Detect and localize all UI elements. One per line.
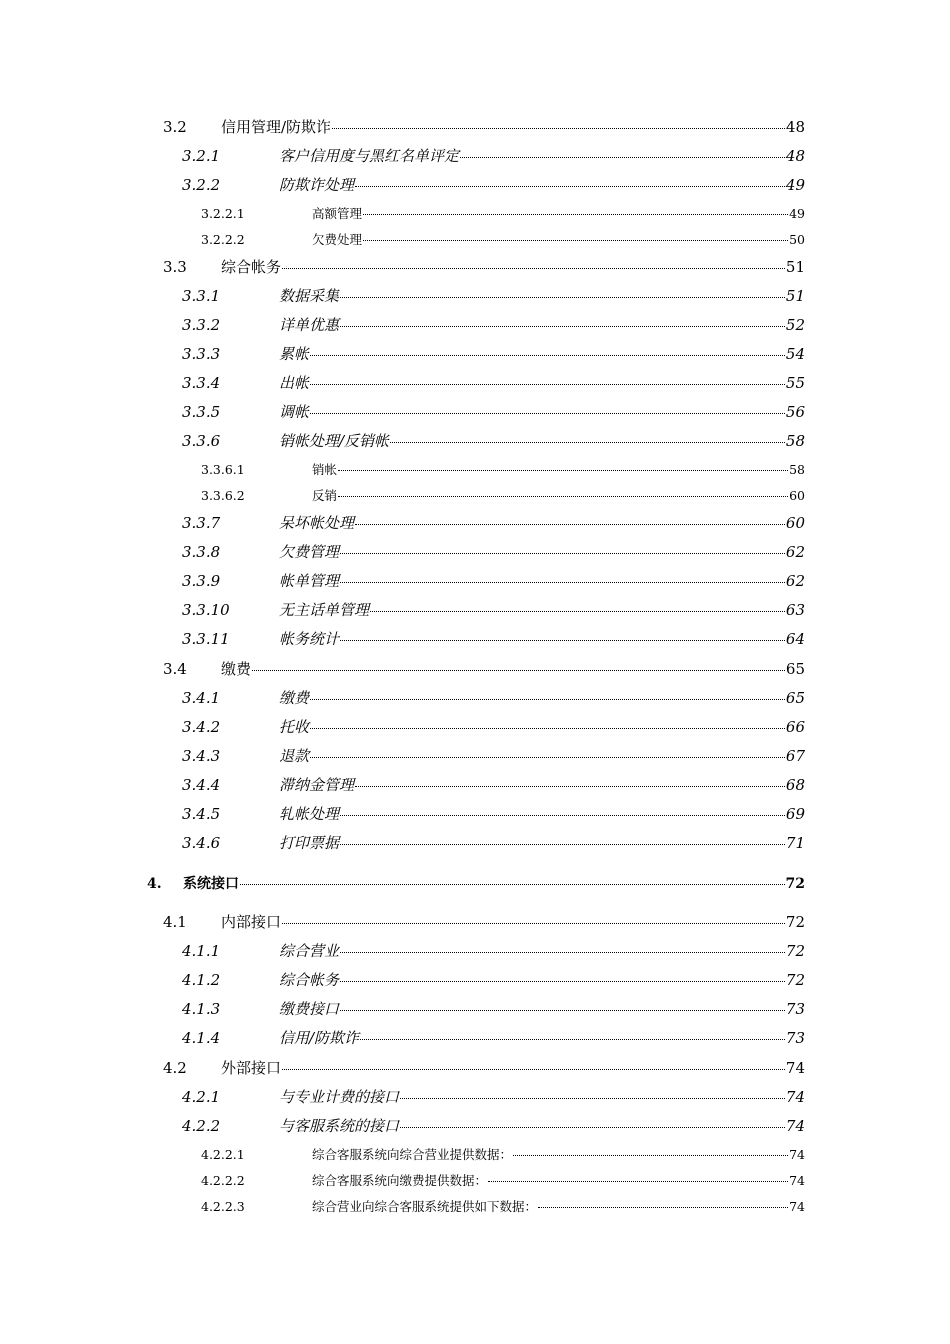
toc-leader bbox=[310, 699, 785, 700]
toc-number: 4.2 bbox=[163, 1059, 187, 1077]
toc-title: 滞纳金管理 bbox=[279, 776, 355, 794]
toc-entry[interactable] bbox=[182, 687, 805, 708]
toc-leader bbox=[355, 786, 785, 787]
toc-number: 3.3.1 bbox=[182, 287, 221, 305]
toc-page-number: 48 bbox=[785, 118, 805, 136]
toc-page-number: 71 bbox=[785, 834, 805, 852]
toc-number: 3.3.8 bbox=[182, 543, 221, 561]
toc-leader bbox=[340, 297, 785, 298]
toc-leader bbox=[340, 815, 785, 816]
toc-number: 3.2 bbox=[163, 118, 187, 136]
toc-number: 4.1.2 bbox=[182, 971, 221, 989]
toc-entry[interactable] bbox=[163, 658, 805, 679]
toc-number: 4.2.2 bbox=[182, 1117, 221, 1135]
toc-entry[interactable] bbox=[182, 774, 805, 795]
toc-title: 退款 bbox=[279, 747, 310, 765]
toc-page-number: 74 bbox=[789, 1173, 805, 1188]
toc-title: 帐务统计 bbox=[279, 630, 340, 648]
toc-number: 3.3.11 bbox=[182, 630, 230, 648]
toc-title: 信用管理/防欺诈 bbox=[221, 118, 332, 136]
toc-leader bbox=[282, 1069, 785, 1070]
toc-page-number: 51 bbox=[785, 258, 805, 276]
toc-number: 3.3 bbox=[163, 258, 187, 276]
toc-title: 系统接口 bbox=[183, 876, 239, 892]
toc-title: 防欺诈处理 bbox=[279, 176, 355, 194]
toc-leader bbox=[338, 470, 788, 471]
toc-entry[interactable] bbox=[182, 940, 805, 961]
toc-leader bbox=[363, 214, 788, 215]
toc-title: 欠费处理 bbox=[312, 232, 363, 247]
toc-leader bbox=[355, 186, 785, 187]
toc-number: 3.4 bbox=[163, 660, 187, 678]
toc-number: 3.2.2.1 bbox=[201, 206, 245, 221]
toc-leader bbox=[360, 1039, 785, 1040]
toc-entry[interactable] bbox=[163, 116, 805, 137]
toc-entry[interactable] bbox=[182, 314, 805, 335]
toc-number: 4.2.2.1 bbox=[201, 1147, 245, 1162]
toc-leader bbox=[340, 582, 785, 583]
toc-page-number: 58 bbox=[789, 462, 805, 477]
toc-entry[interactable] bbox=[182, 716, 805, 737]
toc-entry[interactable] bbox=[182, 745, 805, 766]
toc-entry[interactable] bbox=[182, 512, 805, 533]
toc-title: 与客服系统的接口 bbox=[279, 1117, 400, 1135]
toc-title: 销帐处理/反销帐 bbox=[279, 432, 390, 450]
toc-leader bbox=[400, 1127, 785, 1128]
toc-entry[interactable] bbox=[201, 1197, 805, 1215]
toc-number: 3.4.2 bbox=[182, 718, 221, 736]
toc-entry[interactable] bbox=[182, 1027, 805, 1048]
toc-page-number: 54 bbox=[785, 345, 805, 363]
toc-number: 3.3.9 bbox=[182, 572, 221, 590]
toc-page-number: 64 bbox=[785, 630, 805, 648]
toc-number: 4.2.2.3 bbox=[201, 1199, 245, 1214]
toc-page-number: 73 bbox=[785, 1029, 805, 1047]
toc-entry[interactable] bbox=[182, 803, 805, 824]
toc-title: 与专业计费的接口 bbox=[279, 1088, 400, 1106]
toc-entry[interactable] bbox=[182, 969, 805, 990]
toc-leader bbox=[538, 1207, 788, 1208]
toc-title: 综合营业 bbox=[279, 942, 340, 960]
toc-page-number: 66 bbox=[785, 718, 805, 736]
toc-number: 3.4.6 bbox=[182, 834, 221, 852]
toc-leader bbox=[240, 884, 785, 885]
toc-entry[interactable] bbox=[201, 1171, 805, 1189]
toc-page-number: 74 bbox=[789, 1199, 805, 1214]
toc-number: 4.1.4 bbox=[182, 1029, 221, 1047]
toc-title: 综合帐务 bbox=[279, 971, 340, 989]
toc-entry[interactable] bbox=[182, 145, 805, 166]
toc-title: 综合营业向综合客服系统提供如下数据： bbox=[312, 1199, 538, 1214]
toc-number: 4.1.1 bbox=[182, 942, 221, 960]
toc-entry[interactable] bbox=[182, 599, 805, 620]
toc-leader bbox=[310, 728, 785, 729]
toc-title: 帐单管理 bbox=[279, 572, 340, 590]
toc-title: 缴费 bbox=[279, 689, 310, 707]
toc-number: 3.4.4 bbox=[182, 776, 221, 794]
toc-entry[interactable] bbox=[182, 628, 805, 649]
toc-title: 信用/防欺诈 bbox=[279, 1029, 360, 1047]
toc-number: 3.4.5 bbox=[182, 805, 221, 823]
toc-page-number: 58 bbox=[785, 432, 805, 450]
toc-title: 综合客服系统向综合营业提供数据： bbox=[312, 1147, 513, 1162]
toc-number: 3.2.1 bbox=[182, 147, 221, 165]
toc-page-number: 62 bbox=[785, 572, 805, 590]
toc-title: 欠费管理 bbox=[279, 543, 340, 561]
toc-page-number: 74 bbox=[785, 1088, 805, 1106]
toc-leader bbox=[282, 923, 785, 924]
toc-entry[interactable] bbox=[182, 832, 805, 853]
toc-title: 高额管理 bbox=[312, 206, 363, 221]
toc-number: 3.3.6.2 bbox=[201, 488, 245, 503]
toc-title: 轧帐处理 bbox=[279, 805, 340, 823]
toc-entry[interactable] bbox=[182, 430, 805, 451]
toc-title: 外部接口 bbox=[221, 1059, 282, 1077]
toc-page-number: 74 bbox=[789, 1147, 805, 1162]
toc-page-number: 55 bbox=[785, 374, 805, 392]
toc-leader bbox=[252, 670, 785, 671]
toc-page-number: 48 bbox=[785, 147, 805, 165]
toc-entry[interactable] bbox=[163, 256, 805, 277]
toc-leader bbox=[340, 952, 785, 953]
toc-number: 4.1.3 bbox=[182, 1000, 221, 1018]
toc-number: 3.3.5 bbox=[182, 403, 221, 421]
toc-number: 3.2.2.2 bbox=[201, 232, 245, 247]
toc-leader bbox=[310, 355, 785, 356]
toc-entry[interactable] bbox=[182, 285, 805, 306]
toc-page-number: 52 bbox=[785, 316, 805, 334]
toc-leader bbox=[332, 128, 785, 129]
toc-entry[interactable] bbox=[182, 174, 805, 195]
toc-page-number: 51 bbox=[785, 287, 805, 305]
toc-title: 缴费 bbox=[221, 660, 252, 678]
toc-page-number: 63 bbox=[785, 601, 805, 619]
toc-page-number: 56 bbox=[785, 403, 805, 421]
toc-page-number: 72 bbox=[785, 876, 805, 892]
toc-leader bbox=[363, 240, 788, 241]
toc-leader bbox=[340, 640, 785, 641]
toc-title: 数据采集 bbox=[279, 287, 340, 305]
toc-entry[interactable] bbox=[182, 541, 805, 562]
toc-leader bbox=[310, 384, 785, 385]
toc-page-number: 72 bbox=[785, 913, 805, 931]
toc-title: 综合客服系统向缴费提供数据： bbox=[312, 1173, 488, 1188]
toc-entry[interactable] bbox=[163, 911, 805, 932]
toc-page-number: 68 bbox=[785, 776, 805, 794]
toc-entry[interactable] bbox=[182, 1086, 805, 1107]
toc-leader bbox=[282, 268, 785, 269]
toc-page-number: 62 bbox=[785, 543, 805, 561]
toc-number: 4.1 bbox=[163, 913, 187, 931]
toc-page-number: 65 bbox=[785, 660, 805, 678]
toc-title: 托收 bbox=[279, 718, 310, 736]
toc-page-number: 60 bbox=[789, 488, 805, 503]
toc-page-number: 49 bbox=[785, 176, 805, 194]
toc-entry[interactable] bbox=[182, 401, 805, 422]
toc-title: 综合帐务 bbox=[221, 258, 282, 276]
toc-page-number: 69 bbox=[785, 805, 805, 823]
toc-leader bbox=[390, 442, 785, 443]
toc-page-number: 72 bbox=[785, 942, 805, 960]
toc-leader bbox=[310, 757, 785, 758]
toc-entry[interactable] bbox=[182, 1115, 805, 1136]
toc-title: 客户信用度与黑红名单评定 bbox=[279, 147, 460, 165]
toc-leader bbox=[340, 553, 785, 554]
toc-title: 呆坏帐处理 bbox=[279, 514, 355, 532]
toc-page-number: 74 bbox=[785, 1117, 805, 1135]
toc-leader bbox=[340, 1010, 785, 1011]
toc-title: 详单优惠 bbox=[279, 316, 340, 334]
toc-page-number: 49 bbox=[789, 206, 805, 221]
toc-number: 3.3.2 bbox=[182, 316, 221, 334]
toc-entry[interactable] bbox=[201, 460, 805, 478]
toc-title: 销帐 bbox=[312, 462, 338, 477]
toc-page-number: 74 bbox=[785, 1059, 805, 1077]
toc-number: 3.3.10 bbox=[182, 601, 230, 619]
toc-page-number: 67 bbox=[785, 747, 805, 765]
toc-leader bbox=[488, 1181, 788, 1182]
toc-number: 3.4.3 bbox=[182, 747, 221, 765]
toc-entry[interactable] bbox=[182, 570, 805, 591]
toc-title: 调帐 bbox=[279, 403, 310, 421]
toc-leader bbox=[400, 1098, 785, 1099]
toc-title: 无主话单管理 bbox=[279, 601, 370, 619]
toc-page-number: 60 bbox=[785, 514, 805, 532]
toc-title: 打印票据 bbox=[279, 834, 340, 852]
toc-leader bbox=[370, 611, 785, 612]
toc-leader bbox=[513, 1155, 788, 1156]
toc-entry[interactable] bbox=[201, 204, 805, 222]
toc-entry[interactable] bbox=[182, 343, 805, 364]
toc-entry[interactable] bbox=[182, 998, 805, 1019]
toc-entry[interactable] bbox=[147, 873, 805, 893]
toc-leader bbox=[310, 413, 785, 414]
toc-number: 3.3.6 bbox=[182, 432, 221, 450]
toc-entry[interactable] bbox=[201, 1145, 805, 1163]
toc-leader bbox=[338, 496, 788, 497]
toc-title: 反销 bbox=[312, 488, 338, 503]
toc-title: 缴费接口 bbox=[279, 1000, 340, 1018]
toc-number: 4.2.1 bbox=[182, 1088, 221, 1106]
toc-entry[interactable] bbox=[163, 1057, 805, 1078]
toc-number: 4.2.2.2 bbox=[201, 1173, 245, 1188]
toc-title: 出帐 bbox=[279, 374, 310, 392]
toc-entry[interactable] bbox=[201, 486, 805, 504]
toc-number: 3.2.2 bbox=[182, 176, 221, 194]
toc-number: 4. bbox=[147, 876, 162, 892]
toc-page-number: 72 bbox=[785, 971, 805, 989]
toc-title: 内部接口 bbox=[221, 913, 282, 931]
toc-entry[interactable] bbox=[201, 230, 805, 248]
toc-number: 3.3.7 bbox=[182, 514, 221, 532]
toc-page-number: 73 bbox=[785, 1000, 805, 1018]
toc-page-number: 65 bbox=[785, 689, 805, 707]
toc-number: 3.4.1 bbox=[182, 689, 221, 707]
toc-leader bbox=[340, 844, 785, 845]
toc-leader bbox=[460, 157, 785, 158]
toc-title: 累帐 bbox=[279, 345, 310, 363]
toc-page-number: 50 bbox=[789, 232, 805, 247]
toc-entry[interactable] bbox=[182, 372, 805, 393]
toc-leader bbox=[340, 326, 785, 327]
toc-leader bbox=[355, 524, 785, 525]
toc-number: 3.3.4 bbox=[182, 374, 221, 392]
toc-number: 3.3.3 bbox=[182, 345, 221, 363]
toc-number: 3.3.6.1 bbox=[201, 462, 245, 477]
toc-leader bbox=[340, 981, 785, 982]
